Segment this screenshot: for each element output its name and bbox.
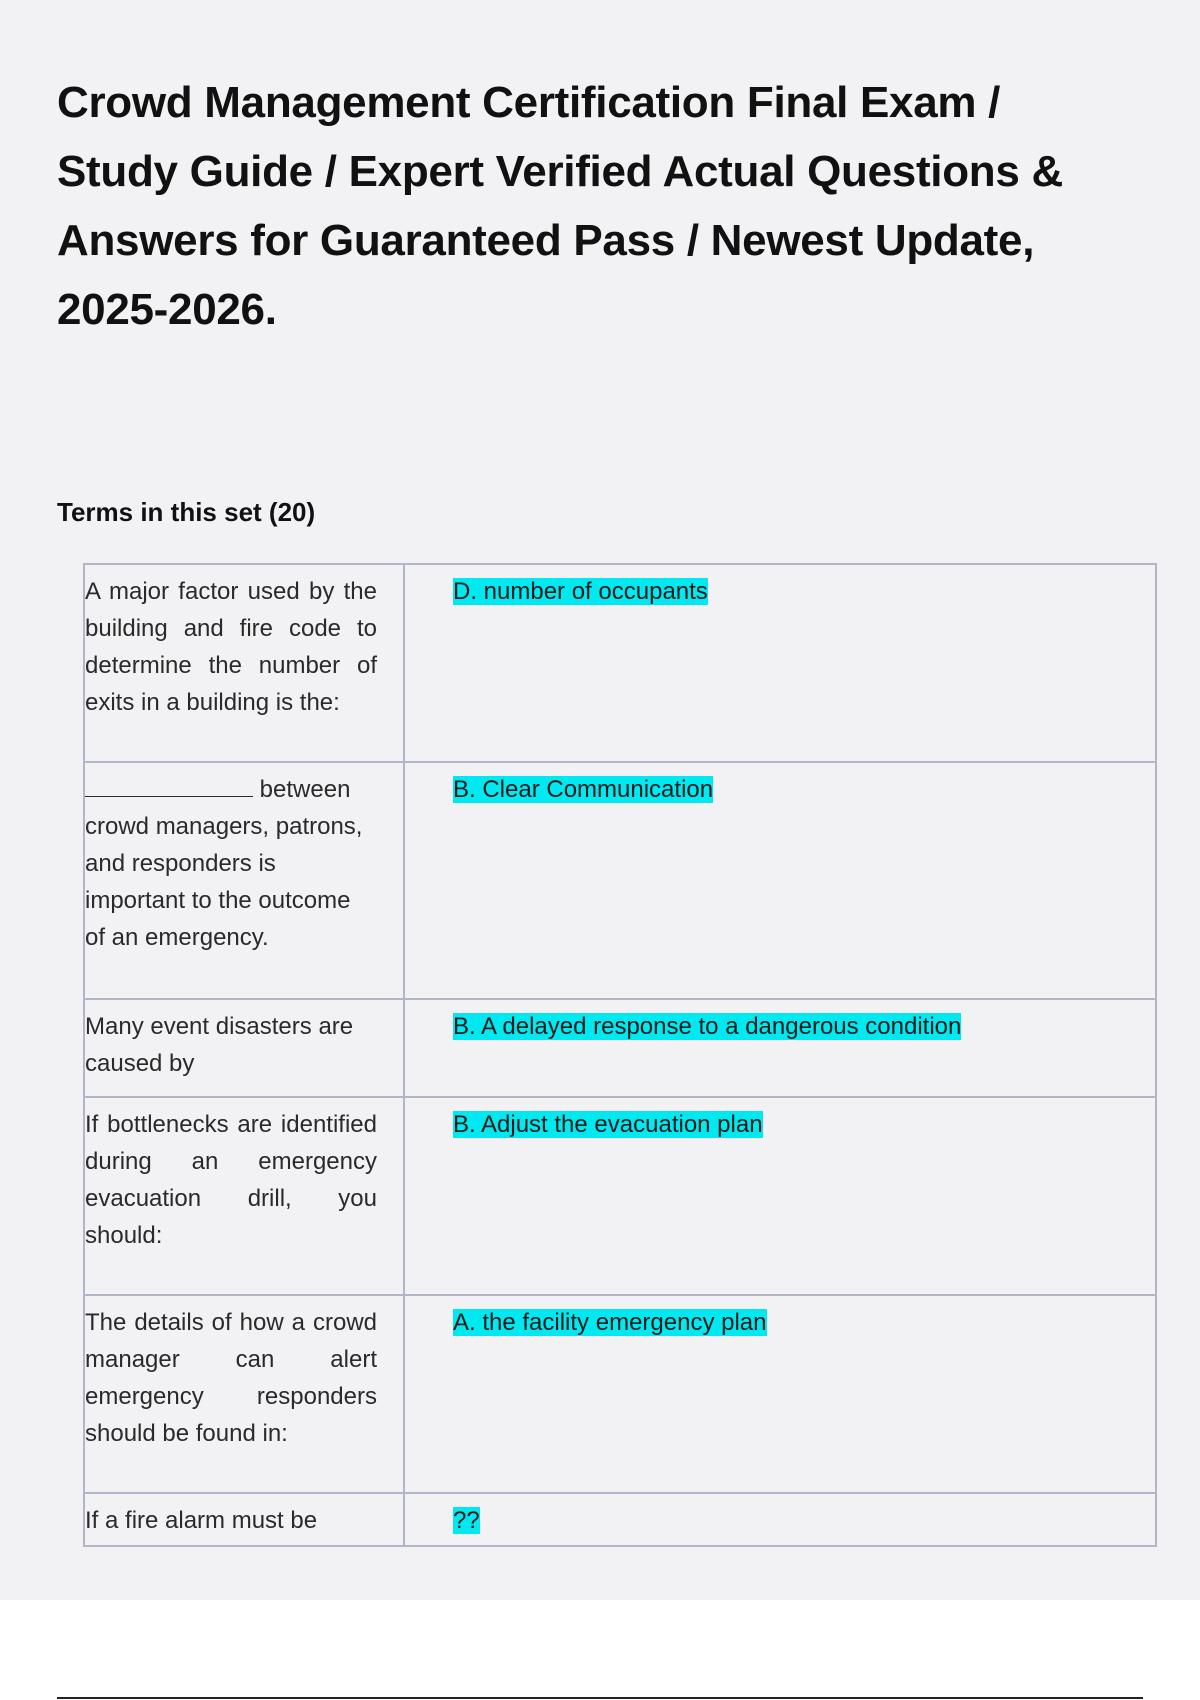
terms-count-heading: Terms in this set (20) [57, 497, 316, 527]
term-answer: B. Clear Communication [453, 776, 714, 803]
term-answer: D. number of occupants [453, 578, 708, 605]
term-question: between crowd managers, patrons, and responders is important to the outcome of an emergency. [85, 776, 363, 951]
table-row [84, 564, 1156, 762]
term-answer: B. Adjust the evacuation plan [453, 1111, 763, 1138]
term-question-cell [84, 1097, 404, 1295]
term-question-cell [84, 1295, 404, 1493]
term-answer-cell [404, 1295, 1156, 1493]
term-answer: A. the facility emergency plan [453, 1309, 767, 1336]
term-question-cell [84, 564, 404, 762]
term-answer: ?? [453, 1507, 480, 1534]
term-question-cell [84, 999, 404, 1097]
term-question: If a fire alarm must be [85, 1507, 318, 1534]
term-answer-cell [404, 1493, 1156, 1546]
term-answer: B. A delayed response to a dangerous condition [453, 1013, 962, 1040]
page-footer-divider [57, 1697, 1143, 1699]
term-question: If bottlenecks are identified during an emergency evacuation drill, you should: [85, 1111, 377, 1249]
term-question: Many event disasters are caused by [85, 1013, 354, 1077]
term-answer-cell [404, 999, 1156, 1097]
table-row [84, 1493, 1156, 1546]
terms-table [83, 563, 1157, 1547]
table-row [84, 762, 1156, 999]
term-answer-cell [404, 564, 1156, 762]
term-question: A major factor used by the building and fire code to determine the number of exits in a building is the: [85, 578, 377, 716]
term-question-cell [84, 1493, 404, 1546]
term-answer-cell [404, 762, 1156, 999]
term-question-cell [84, 762, 404, 999]
table-row [84, 999, 1156, 1097]
table-row [84, 1295, 1156, 1493]
term-question: The details of how a crowd manager can alert emergency responders should be found in: [85, 1309, 377, 1447]
document-title: Crowd Management Certification Final Exam / Study Guide / Expert Verified Actual Questions & Answers for Guaranteed Pass / Newest Update, 2025-2026. [57, 78, 1063, 334]
table-row [84, 1097, 1156, 1295]
fill-in-blank-line [85, 772, 253, 797]
term-answer-cell [404, 1097, 1156, 1295]
